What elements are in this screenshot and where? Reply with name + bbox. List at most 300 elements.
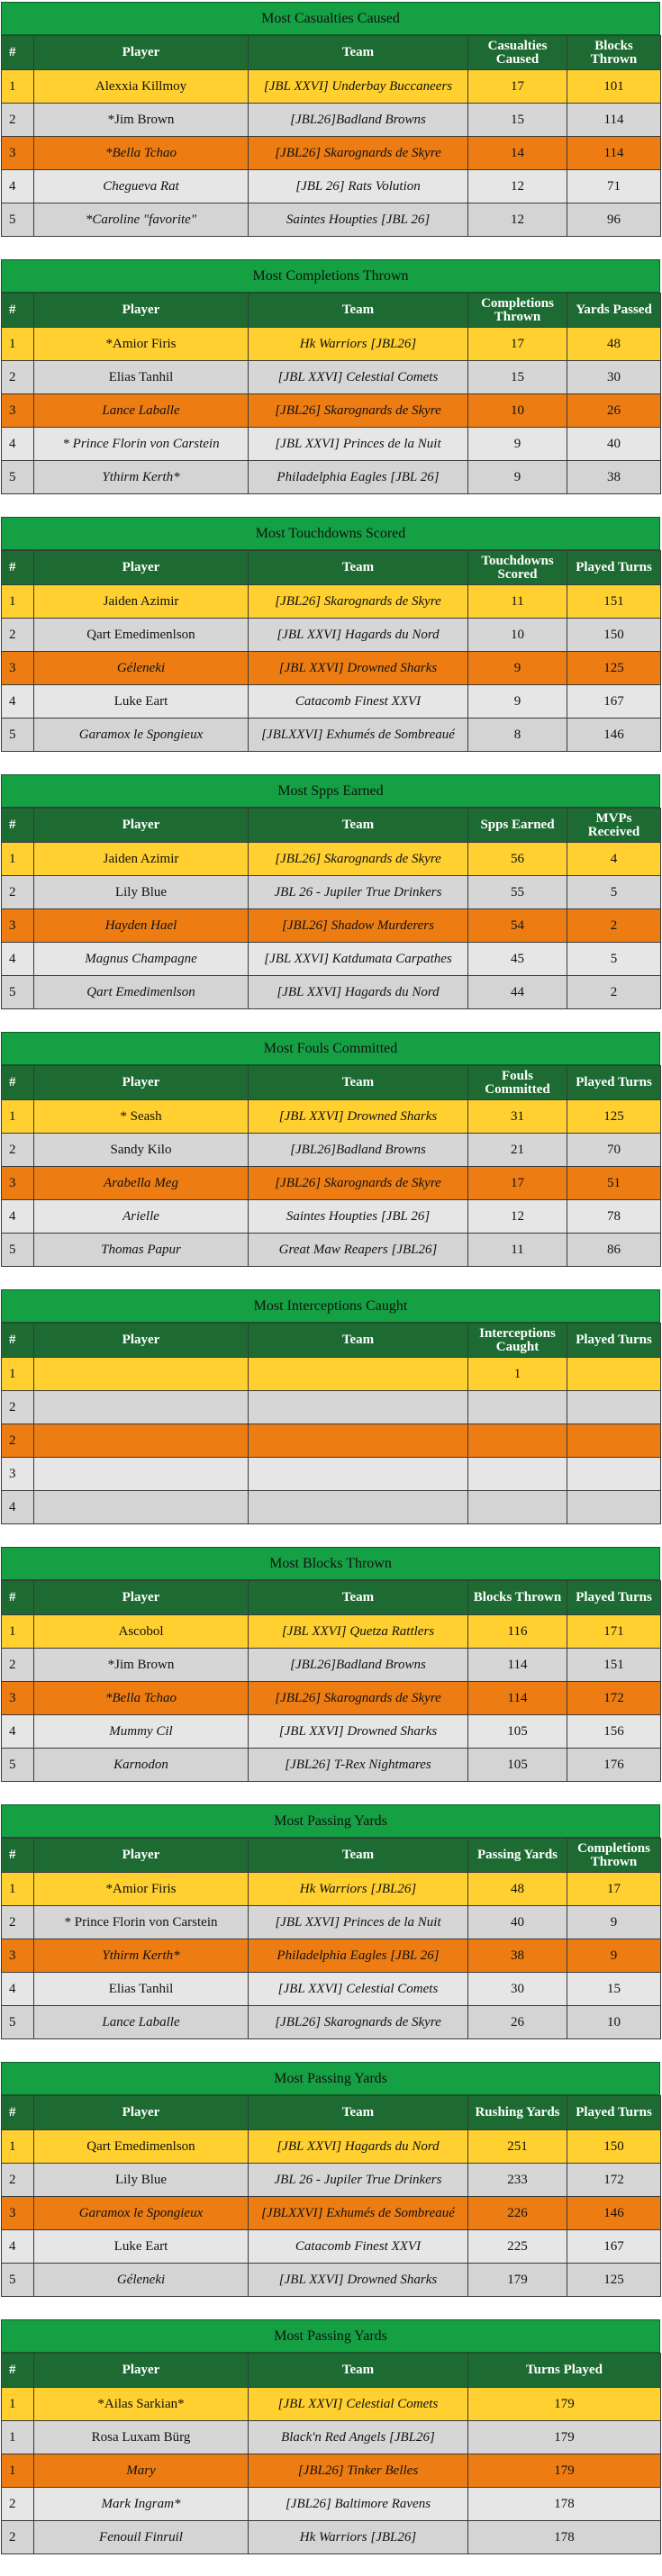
stat-cell: 125 <box>567 2264 661 2297</box>
stat-cell <box>567 1491 661 1524</box>
table-row <box>2 361 661 394</box>
table-row <box>2 2130 661 2164</box>
stat-cell: 178 <box>468 2488 661 2521</box>
header-row <box>2 1066 661 1100</box>
column-header: Player <box>34 2096 249 2130</box>
player-cell: Mary <box>34 2454 249 2488</box>
section-title: Most Blocks Thrown <box>1 1547 660 1580</box>
rank-cell: 2 <box>2 2164 34 2197</box>
player-cell: Lance Laballe <box>34 394 249 428</box>
stat-cell: 251 <box>468 2130 567 2164</box>
rank-cell: 5 <box>2 719 34 752</box>
stat-cell: 44 <box>468 976 567 1009</box>
rank-cell: 1 <box>2 2421 34 2454</box>
stat-cell: 14 <box>468 137 567 170</box>
team-cell: [JBL26] Skarognards de Skyre <box>249 2006 468 2039</box>
stat-cell: 45 <box>468 943 567 976</box>
rank-cell: 5 <box>2 1234 34 1267</box>
stat-cell: 10 <box>468 619 567 652</box>
player-cell <box>34 1424 249 1458</box>
column-header: MVPs Received <box>567 809 661 843</box>
stat-cell: 11 <box>468 585 567 619</box>
table-row <box>2 1615 661 1649</box>
stat-cell: 2 <box>567 909 661 943</box>
leaderboard-table <box>1 2353 661 2554</box>
player-cell: Arielle <box>34 1200 249 1234</box>
player-cell: Elias Tanhil <box>34 1973 249 2006</box>
table-row <box>2 1749 661 1782</box>
stat-cell: 26 <box>468 2006 567 2039</box>
team-cell: Hk Warriors [JBL26] <box>249 1873 468 1906</box>
column-header: Team <box>249 294 468 328</box>
stat-cell: 17 <box>567 1873 661 1906</box>
rank-cell: 4 <box>2 943 34 976</box>
column-header: Player <box>34 809 249 843</box>
column-header: Played Turns <box>567 1324 661 1358</box>
player-cell: *Bella Tchao <box>34 1682 249 1715</box>
table-row <box>2 2197 661 2230</box>
stat-cell: 2 <box>567 976 661 1009</box>
team-cell: Catacomb Finest XXVI <box>249 685 468 719</box>
team-cell: Black'n Red Angels [JBL26] <box>249 2421 468 2454</box>
player-cell: Garamox le Spongieux <box>34 2197 249 2230</box>
table-row <box>2 170 661 203</box>
team-cell: Philadelphia Eagles [JBL 26] <box>249 1939 468 1973</box>
column-header: Team <box>249 1581 468 1615</box>
team-cell: [JBLXXVI] Exhumés de Sombreaué <box>249 2197 468 2230</box>
rank-cell: 2 <box>2 2521 34 2554</box>
section-title: Most Spps Earned <box>1 774 660 808</box>
stat-cell <box>468 1391 567 1424</box>
player-cell: Thomas Papur <box>34 1234 249 1267</box>
column-header: Played Turns <box>567 1581 661 1615</box>
table-row <box>2 70 661 104</box>
rank-cell: 1 <box>2 1615 34 1649</box>
team-cell: Great Maw Reapers [JBL26] <box>249 1234 468 1267</box>
stat-cell: 30 <box>567 361 661 394</box>
player-cell: Ascobol <box>34 1615 249 1649</box>
stat-cell: 146 <box>567 2197 661 2230</box>
stat-cell: 151 <box>567 585 661 619</box>
column-header: Player <box>34 2354 249 2388</box>
stat-cell <box>567 1358 661 1391</box>
rank-cell: 1 <box>2 1873 34 1906</box>
team-cell: Hk Warriors [JBL26] <box>249 328 468 361</box>
team-cell: Saintes Houpties [JBL 26] <box>249 1200 468 1234</box>
rank-cell: 2 <box>2 876 34 909</box>
stat-cell: 56 <box>468 843 567 876</box>
table-row <box>2 1682 661 1715</box>
team-cell <box>249 1358 468 1391</box>
player-cell: Fenouil Finruil <box>34 2521 249 2554</box>
leaderboard-section <box>1 2062 660 2297</box>
team-cell: [JBL XXVI] Hagards du Nord <box>249 976 468 1009</box>
rank-cell: 1 <box>2 2388 34 2421</box>
column-header: Spps Earned <box>468 809 567 843</box>
stat-cell: 15 <box>468 104 567 137</box>
stat-cell: 31 <box>468 1100 567 1134</box>
leaderboard-table <box>1 1838 661 2039</box>
rank-cell: 4 <box>2 428 34 461</box>
rank-cell: 2 <box>2 104 34 137</box>
player-cell: Qart Emedimenlson <box>34 976 249 1009</box>
column-header: # <box>2 809 34 843</box>
stat-cell: 150 <box>567 619 661 652</box>
rank-cell: 4 <box>2 685 34 719</box>
section-title: Most Completions Thrown <box>1 259 660 293</box>
team-cell: [JBL XXVI] Katdumata Carpathes <box>249 943 468 976</box>
column-header: Played Turns <box>567 2096 661 2130</box>
column-header: # <box>2 1581 34 1615</box>
leaderboard-section <box>1 2 660 237</box>
table-row <box>2 2488 661 2521</box>
column-header: Player <box>34 36 249 70</box>
rank-cell: 4 <box>2 1200 34 1234</box>
team-cell: [JBL XXVI] Drowned Sharks <box>249 1715 468 1749</box>
team-cell: [JBL XXVI] Princes de la Nuit <box>249 1906 468 1939</box>
player-cell: *Jim Brown <box>34 104 249 137</box>
table-row <box>2 2264 661 2297</box>
table-row <box>2 1234 661 1267</box>
column-header: Player <box>34 294 249 328</box>
column-header: Interceptions Caught <box>468 1324 567 1358</box>
stat-cell: 179 <box>468 2454 661 2488</box>
rank-cell: 5 <box>2 203 34 237</box>
table-row <box>2 2454 661 2488</box>
column-header: Casualties Caused <box>468 36 567 70</box>
player-cell <box>34 1491 249 1524</box>
team-cell: [JBL XXVI] Celestial Comets <box>249 1973 468 2006</box>
rank-cell: 3 <box>2 1939 34 1973</box>
column-header: # <box>2 551 34 585</box>
stat-cell: 114 <box>567 137 661 170</box>
table-row <box>2 394 661 428</box>
player-cell: Rosa Luxam Bürg <box>34 2421 249 2454</box>
team-cell: [JBL26] Skarognards de Skyre <box>249 394 468 428</box>
stat-cell: 30 <box>468 1973 567 2006</box>
stat-cell: 179 <box>468 2388 661 2421</box>
column-header: # <box>2 36 34 70</box>
team-cell: [JBL26]Badland Browns <box>249 104 468 137</box>
player-cell: Mummy Cil <box>34 1715 249 1749</box>
stat-cell: 21 <box>468 1134 567 1167</box>
column-header: Completions Thrown <box>468 294 567 328</box>
column-header: # <box>2 294 34 328</box>
column-header: Player <box>34 1324 249 1358</box>
section-title: Most Casualties Caused <box>1 2 660 35</box>
stat-cell: 114 <box>567 104 661 137</box>
column-header: Team <box>249 36 468 70</box>
rank-cell: 4 <box>2 170 34 203</box>
table-row <box>2 1873 661 1906</box>
stat-cell: 70 <box>567 1134 661 1167</box>
table-row <box>2 719 661 752</box>
player-cell: Jaiden Azimir <box>34 585 249 619</box>
team-cell: [JBL26]Badland Browns <box>249 1649 468 1682</box>
rank-cell: 5 <box>2 461 34 494</box>
team-cell: [JBL26] Skarognards de Skyre <box>249 1167 468 1200</box>
column-header: Rushing Yards <box>468 2096 567 2130</box>
leaderboard-table <box>1 1065 661 1267</box>
column-header: Team <box>249 1066 468 1100</box>
player-cell: Arabella Meg <box>34 1167 249 1200</box>
stat-cell: 10 <box>567 2006 661 2039</box>
header-row <box>2 1324 661 1358</box>
stat-cell: 54 <box>468 909 567 943</box>
column-header: # <box>2 1066 34 1100</box>
team-cell: Catacomb Finest XXVI <box>249 2230 468 2264</box>
rank-cell: 2 <box>2 619 34 652</box>
player-cell: Hayden Hael <box>34 909 249 943</box>
rank-cell: 3 <box>2 137 34 170</box>
player-cell: Géleneki <box>34 652 249 685</box>
rank-cell: 1 <box>2 1358 34 1391</box>
leaderboard-section <box>1 517 660 752</box>
stat-cell: 4 <box>567 843 661 876</box>
stat-cell: 17 <box>468 1167 567 1200</box>
leaderboard-table <box>1 1580 661 1782</box>
team-cell: Hk Warriors [JBL26] <box>249 2521 468 2554</box>
leaderboard-section <box>1 2319 660 2554</box>
stat-cell: 233 <box>468 2164 567 2197</box>
team-cell: [JBL XXVI] Princes de la Nuit <box>249 428 468 461</box>
table-row <box>2 1134 661 1167</box>
team-cell: [JBL26] Shadow Murderers <box>249 909 468 943</box>
table-row <box>2 104 661 137</box>
player-cell: Ythirm Kerth* <box>34 461 249 494</box>
player-cell: Qart Emedimenlson <box>34 619 249 652</box>
player-cell: Lily Blue <box>34 876 249 909</box>
stat-cell: 10 <box>468 394 567 428</box>
player-cell: Jaiden Azimir <box>34 843 249 876</box>
rank-cell: 3 <box>2 1682 34 1715</box>
column-header: Blocks Thrown <box>468 1581 567 1615</box>
stat-cell: 156 <box>567 1715 661 1749</box>
team-cell: [JBL26] T-Rex Nightmares <box>249 1749 468 1782</box>
leaderboard-section <box>1 1289 660 1524</box>
header-row <box>2 294 661 328</box>
team-cell <box>249 1458 468 1491</box>
header-row <box>2 36 661 70</box>
table-row <box>2 585 661 619</box>
stat-cell: 146 <box>567 719 661 752</box>
table-row <box>2 2421 661 2454</box>
stat-cell: 12 <box>468 170 567 203</box>
player-cell: Garamox le Spongieux <box>34 719 249 752</box>
leaderboard-table <box>1 293 661 494</box>
stat-cell: 226 <box>468 2197 567 2230</box>
column-header: Team <box>249 2096 468 2130</box>
table-row <box>2 843 661 876</box>
stat-cell: 11 <box>468 1234 567 1267</box>
team-cell: Saintes Houpties [JBL 26] <box>249 203 468 237</box>
stat-cell: 179 <box>468 2421 661 2454</box>
leaderboard-section <box>1 1804 660 2039</box>
column-header: Completions Thrown <box>567 1839 661 1873</box>
table-row <box>2 1458 661 1491</box>
rank-cell: 1 <box>2 70 34 104</box>
section-title: Most Passing Yards <box>1 2062 660 2095</box>
player-cell <box>34 1391 249 1424</box>
column-header: Touchdowns Scored <box>468 551 567 585</box>
leaderboard-section <box>1 259 660 494</box>
rank-cell: 1 <box>2 1100 34 1134</box>
player-cell: Alexxia Killmoy <box>34 70 249 104</box>
team-cell: JBL 26 - Jupiler True Drinkers <box>249 876 468 909</box>
player-cell: Ythirm Kerth* <box>34 1939 249 1973</box>
column-header: Passing Yards <box>468 1839 567 1873</box>
player-cell: * Seash <box>34 1100 249 1134</box>
rank-cell: 5 <box>2 1749 34 1782</box>
leaderboard-table <box>1 550 661 752</box>
rank-cell: 3 <box>2 652 34 685</box>
column-header: Team <box>249 2354 468 2388</box>
table-row <box>2 461 661 494</box>
stat-cell: 40 <box>468 1906 567 1939</box>
team-cell: [JBL XXVI] Drowned Sharks <box>249 652 468 685</box>
stat-cell: 125 <box>567 652 661 685</box>
stat-cell: 1 <box>468 1358 567 1391</box>
stat-cell <box>567 1458 661 1491</box>
column-header: Player <box>34 1839 249 1873</box>
header-row <box>2 551 661 585</box>
stat-cell: 9 <box>567 1939 661 1973</box>
stat-cell: 5 <box>567 943 661 976</box>
leaderboard-table <box>1 2095 661 2297</box>
player-cell: * Prince Florin von Carstein <box>34 428 249 461</box>
header-row <box>2 1839 661 1873</box>
leaderboard-table <box>1 1323 661 1524</box>
table-row <box>2 652 661 685</box>
player-cell: Elias Tanhil <box>34 361 249 394</box>
table-row <box>2 876 661 909</box>
player-cell: *Ailas Sarkian* <box>34 2388 249 2421</box>
column-header: # <box>2 2354 34 2388</box>
team-cell: [JBL XXVI] Hagards du Nord <box>249 619 468 652</box>
column-header: # <box>2 1324 34 1358</box>
stat-cell: 9 <box>468 461 567 494</box>
stat-cell: 40 <box>567 428 661 461</box>
stat-cell <box>567 1424 661 1458</box>
team-cell: [JBL26] Skarognards de Skyre <box>249 1682 468 1715</box>
rank-cell: 1 <box>2 843 34 876</box>
player-cell: Karnodon <box>34 1749 249 1782</box>
team-cell: [JBL26] Baltimore Ravens <box>249 2488 468 2521</box>
rank-cell: 2 <box>2 361 34 394</box>
rank-cell: 3 <box>2 2197 34 2230</box>
table-row <box>2 976 661 1009</box>
stat-cell: 48 <box>468 1873 567 1906</box>
column-header: # <box>2 2096 34 2130</box>
player-cell: *Jim Brown <box>34 1649 249 1682</box>
stat-cell: 78 <box>567 1200 661 1234</box>
stat-cell: 86 <box>567 1234 661 1267</box>
stat-cell: 55 <box>468 876 567 909</box>
section-title: Most Fouls Committed <box>1 1032 660 1065</box>
column-header: Team <box>249 551 468 585</box>
table-row <box>2 1939 661 1973</box>
rank-cell: 2 <box>2 1391 34 1424</box>
rank-cell: 3 <box>2 909 34 943</box>
table-row <box>2 943 661 976</box>
player-cell: Luke Eart <box>34 685 249 719</box>
header-row <box>2 2096 661 2130</box>
stat-cell: 167 <box>567 2230 661 2264</box>
player-cell: Qart Emedimenlson <box>34 2130 249 2164</box>
leaderboard-section <box>1 774 660 1009</box>
table-row <box>2 1358 661 1391</box>
column-header: Blocks Thrown <box>567 36 661 70</box>
rank-cell: 1 <box>2 585 34 619</box>
player-cell: Sandy Kilo <box>34 1134 249 1167</box>
header-row <box>2 1581 661 1615</box>
team-cell: [JBL XXVI] Celestial Comets <box>249 361 468 394</box>
column-header: Fouls Committed <box>468 1066 567 1100</box>
rank-cell: 1 <box>2 328 34 361</box>
table-row <box>2 1649 661 1682</box>
rank-cell: 5 <box>2 976 34 1009</box>
column-header: Player <box>34 551 249 585</box>
stat-cell: 38 <box>567 461 661 494</box>
table-row <box>2 619 661 652</box>
team-cell: [JBL26]Badland Browns <box>249 1134 468 1167</box>
stat-cell: 105 <box>468 1749 567 1782</box>
rank-cell: 4 <box>2 1715 34 1749</box>
team-cell <box>249 1424 468 1458</box>
stat-cell: 171 <box>567 1615 661 1649</box>
rank-cell: 5 <box>2 2006 34 2039</box>
stat-cell: 101 <box>567 70 661 104</box>
table-row <box>2 2230 661 2264</box>
stat-cell: 176 <box>567 1749 661 1782</box>
rank-cell: 1 <box>2 2130 34 2164</box>
table-row <box>2 2388 661 2421</box>
rank-cell: 4 <box>2 1491 34 1524</box>
player-cell <box>34 1358 249 1391</box>
stat-cell: 9 <box>567 1906 661 1939</box>
stat-cell: 71 <box>567 170 661 203</box>
stat-cell <box>468 1424 567 1458</box>
player-cell: Mark Ingram* <box>34 2488 249 2521</box>
rank-cell: 2 <box>2 1134 34 1167</box>
player-cell: *Amior Firis <box>34 1873 249 1906</box>
stat-cell: 8 <box>468 719 567 752</box>
stat-cell: 178 <box>468 2521 661 2554</box>
table-row <box>2 1715 661 1749</box>
player-cell: Luke Eart <box>34 2230 249 2264</box>
table-row <box>2 428 661 461</box>
stat-cell: 167 <box>567 685 661 719</box>
team-cell: [JBL26] Skarognards de Skyre <box>249 843 468 876</box>
team-cell: [JBL26] Skarognards de Skyre <box>249 137 468 170</box>
leaderboard-section <box>1 1547 660 1782</box>
stat-cell: 51 <box>567 1167 661 1200</box>
column-header: Yards Passed <box>567 294 661 328</box>
player-cell: * Prince Florin von Carstein <box>34 1906 249 1939</box>
rank-cell: 4 <box>2 2230 34 2264</box>
table-row <box>2 1200 661 1234</box>
table-row <box>2 1167 661 1200</box>
section-title: Most Passing Yards <box>1 1804 660 1838</box>
section-title: Most Interceptions Caught <box>1 1289 660 1323</box>
column-header: # <box>2 1839 34 1873</box>
column-header: Team <box>249 809 468 843</box>
stat-cell: 5 <box>567 876 661 909</box>
player-cell: Magnus Champagne <box>34 943 249 976</box>
column-header: Turns Played <box>468 2354 661 2388</box>
table-row <box>2 2006 661 2039</box>
stat-cell: 9 <box>468 652 567 685</box>
